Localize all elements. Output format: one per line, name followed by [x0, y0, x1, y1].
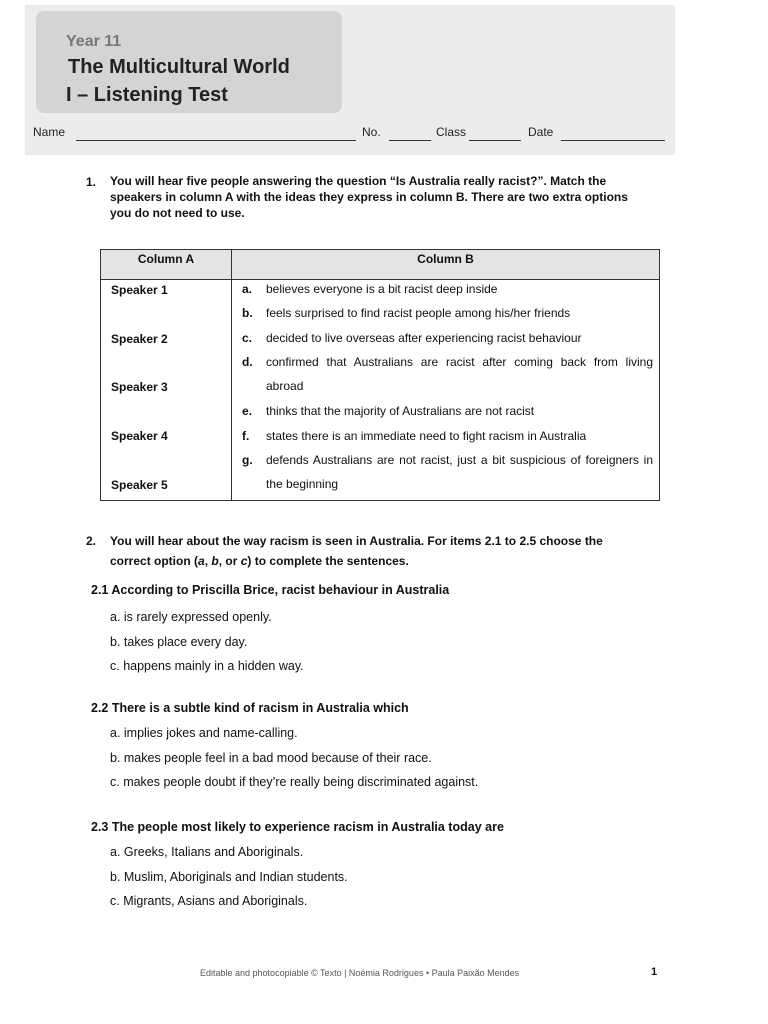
answer-option[interactable]: b. Muslim, Aboriginals and Indian students.	[110, 870, 348, 884]
answer-option[interactable]: b. makes people feel in a bad mood because of their race.	[110, 751, 432, 765]
item-2-3-stem: 2.3 The people most likely to experience racism in Australia today are	[91, 820, 504, 834]
speaker-list	[101, 280, 231, 500]
option-letter: c.	[242, 331, 253, 345]
item-2-2-stem: 2.2 There is a subtle kind of racism in Australia which	[91, 701, 409, 715]
question-2-line	[110, 551, 658, 571]
date-field[interactable]	[561, 140, 665, 141]
item-2-1-stem: 2.1 According to Priscilla Brice, racist behaviour in Australia	[91, 583, 450, 597]
option-letter: e.	[242, 404, 253, 418]
question-1-number: 1.	[86, 175, 97, 189]
option-letter: a.	[242, 282, 253, 296]
number-field[interactable]	[389, 140, 431, 141]
option-a-label: a	[198, 554, 205, 568]
option-letter: b.	[242, 306, 253, 320]
question-2-line: You will hear about the way racism is seen in Australia. For items 2.1 to 2.5 choose the	[110, 534, 603, 548]
page-subtitle: I – Listening Test	[66, 84, 228, 106]
answer-option[interactable]: b. takes place every day.	[110, 635, 248, 649]
option-list	[232, 280, 659, 500]
option-text: confirmed that Australians are racist after coming back from living abroad	[266, 355, 653, 393]
option-b-label: b	[211, 554, 219, 568]
speaker-item: Speaker 2	[111, 332, 168, 346]
option-text: decided to live overseas after experiencing racist behaviour	[266, 331, 582, 345]
option-letter: f.	[242, 429, 250, 443]
number-label: No.	[362, 125, 381, 139]
answer-option[interactable]: c. happens mainly in a hidden way.	[110, 659, 304, 673]
year-label: Year 11	[66, 33, 122, 50]
option-item	[242, 399, 653, 423]
question-2-text	[110, 531, 658, 571]
option-c-label: c	[240, 554, 248, 568]
footer-credits: Editable and photocopiable © Texto | Noémia Rodrigues • Paula Paixão Mendes	[200, 968, 520, 978]
option-text: believes everyone is a bit racist deep inside	[266, 282, 498, 296]
option-item	[242, 326, 653, 350]
text-span: correct option (	[110, 554, 199, 568]
option-text: defends Australians are not racist, just a bit suspicious of foreigners in the beginning	[266, 453, 653, 491]
option-letter: g.	[242, 453, 253, 467]
option-item	[242, 424, 653, 448]
option-text: states there is an immediate need to fight racism in Australia	[266, 429, 587, 443]
option-text: thinks that the majority of Australians are not racist	[266, 404, 535, 418]
question-2-number: 2.	[86, 534, 97, 548]
answer-option[interactable]: c. Migrants, Asians and Aboriginals.	[110, 894, 308, 908]
page-title: The Multicultural World	[68, 56, 290, 78]
speaker-item: Speaker 3	[111, 380, 168, 394]
column-b-header: Column B	[232, 250, 660, 280]
class-label: Class	[436, 125, 467, 139]
speaker-item: Speaker 5	[111, 478, 168, 492]
option-item	[242, 350, 653, 398]
date-label: Date	[528, 125, 554, 139]
speaker-item: Speaker 4	[111, 429, 168, 443]
text-span: , or	[218, 554, 241, 568]
answer-option[interactable]: a. Greeks, Italians and Aboriginals.	[110, 845, 304, 859]
question-1-line: speakers in column A with the ideas they express in column B. There are two extra options	[110, 190, 628, 204]
class-field[interactable]	[469, 140, 521, 141]
text-span: ) to complete the sentences.	[247, 554, 409, 568]
answer-option[interactable]: c. makes people doubt if they’re really being discriminated against.	[110, 775, 479, 789]
option-item	[242, 448, 653, 496]
question-1-line: you do not need to use.	[110, 206, 245, 220]
option-letter: d.	[242, 355, 253, 369]
question-1-text	[110, 173, 670, 221]
text-span: ,	[204, 554, 212, 568]
question-1-line: You will hear five people answering the question “Is Australia really racist?”. Match the	[110, 174, 607, 188]
name-field[interactable]	[76, 140, 356, 141]
page-number: 1	[651, 966, 658, 978]
name-label: Name	[33, 125, 66, 139]
matching-table	[100, 249, 660, 501]
column-a-header: Column A	[101, 250, 232, 280]
answer-option[interactable]: a. is rarely expressed openly.	[110, 610, 272, 624]
option-item	[242, 277, 653, 301]
speaker-item: Speaker 1	[111, 283, 168, 297]
option-text: feels surprised to find racist people among his/her friends	[266, 306, 571, 320]
answer-option[interactable]: a. implies jokes and name-calling.	[110, 726, 298, 740]
option-item	[242, 301, 653, 325]
